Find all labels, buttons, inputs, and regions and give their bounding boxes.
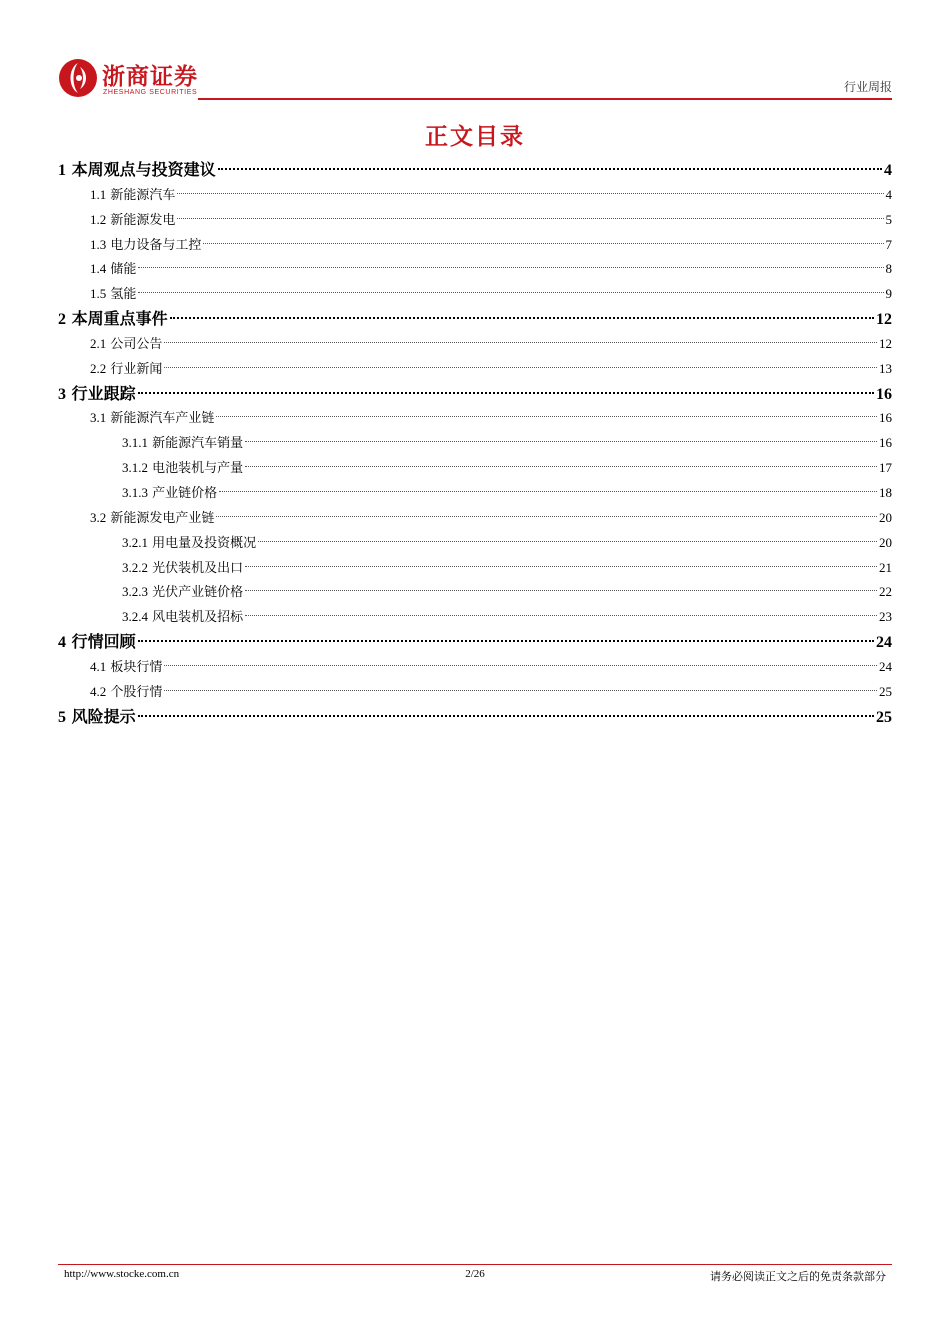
toc-leader-dots bbox=[138, 640, 874, 642]
toc-entry-number: 3.2.4 bbox=[122, 609, 148, 625]
toc-leader-dots bbox=[138, 292, 883, 293]
toc-entry-title: 板块行情 bbox=[110, 659, 163, 675]
toc-entry-number: 3.2.1 bbox=[122, 534, 148, 550]
toc-leader-dots bbox=[216, 416, 877, 417]
toc-entry-number: 2.1 bbox=[90, 335, 107, 351]
toc-entry-page: 12 bbox=[876, 311, 892, 329]
page-indicator: 2/26 bbox=[465, 1268, 485, 1280]
toc-leader-dots bbox=[245, 566, 877, 567]
toc-entry-title: 行业跟踪 bbox=[71, 383, 136, 403]
toc-entry-title: 新能源发电产业链 bbox=[110, 510, 215, 526]
header-divider bbox=[198, 98, 892, 100]
toc-entry-title: 电池装机与产量 bbox=[152, 461, 244, 477]
toc-entry-number: 3 bbox=[58, 385, 66, 403]
toc-entry[interactable] bbox=[58, 431, 892, 456]
toc-entry-page: 16 bbox=[876, 385, 892, 403]
toc-entry-page: 9 bbox=[885, 286, 892, 302]
toc-entry-page: 16 bbox=[879, 410, 892, 426]
toc-entry-number: 3.2.2 bbox=[122, 559, 148, 575]
brand-name-en: ZHESHANG SECURITIES bbox=[103, 89, 198, 96]
toc-entry-title: 产业链价格 bbox=[152, 485, 218, 501]
toc-entry[interactable] bbox=[58, 531, 892, 556]
toc-entry-page: 17 bbox=[879, 460, 892, 476]
toc-entry-title: 新能源汽车产业链 bbox=[110, 411, 215, 427]
toc-entry-number: 1.2 bbox=[90, 211, 107, 227]
toc-entry-number: 2 bbox=[58, 311, 66, 329]
toc-entry[interactable] bbox=[58, 357, 892, 382]
toc-entry-number: 5 bbox=[58, 708, 66, 726]
toc-entry-title: 光伏产业链价格 bbox=[152, 585, 244, 601]
toc-leader-dots bbox=[138, 267, 883, 268]
toc-leader-dots bbox=[164, 690, 877, 691]
toc-entry-page: 8 bbox=[885, 261, 892, 277]
toc-entry-number: 1.5 bbox=[90, 286, 107, 302]
toc-entry[interactable] bbox=[58, 406, 892, 431]
toc-entry[interactable] bbox=[58, 282, 892, 307]
toc-entry[interactable] bbox=[58, 605, 892, 630]
toc-entry-page: 21 bbox=[879, 559, 892, 575]
toc-entry-number: 1.4 bbox=[90, 261, 107, 277]
toc-entry-page: 5 bbox=[885, 211, 892, 227]
toc-leader-dots bbox=[177, 193, 883, 194]
toc-entry-page: 24 bbox=[876, 634, 892, 652]
toc-entry-title: 风险提示 bbox=[71, 706, 136, 726]
toc-leader-dots bbox=[219, 491, 877, 492]
toc-entry[interactable] bbox=[58, 307, 892, 332]
toc-entry-title: 风电装机及招标 bbox=[152, 610, 244, 626]
toc-leader-dots bbox=[177, 218, 883, 219]
toc-entry-number: 3.1 bbox=[90, 410, 107, 426]
toc-leader-dots bbox=[138, 392, 874, 394]
toc-entry-title: 电力设备与工控 bbox=[110, 237, 202, 253]
toc-entry[interactable] bbox=[58, 233, 892, 258]
toc-entry-number: 3.1.2 bbox=[122, 460, 148, 476]
toc-entry-number: 2.2 bbox=[90, 360, 107, 376]
toc-leader-dots bbox=[203, 243, 883, 244]
toc-entry-page: 25 bbox=[876, 708, 892, 726]
footer-url-link[interactable]: http://www.stocke.com.cn bbox=[64, 1268, 180, 1280]
toc-title: 正文目录 bbox=[425, 123, 525, 150]
toc-entry[interactable] bbox=[58, 580, 892, 605]
toc-entry-page: 25 bbox=[879, 683, 892, 699]
page-header bbox=[58, 52, 892, 102]
toc-leader-dots bbox=[245, 441, 877, 442]
toc-leader-dots bbox=[164, 342, 877, 343]
toc-entry-page: 20 bbox=[879, 534, 892, 550]
toc-entry-page: 18 bbox=[879, 484, 892, 500]
toc-leader-dots bbox=[138, 715, 874, 717]
toc-entry-title: 公司公告 bbox=[110, 336, 163, 352]
toc-entry-title: 新能源汽车销量 bbox=[152, 436, 244, 452]
toc-leader-dots bbox=[245, 615, 877, 616]
toc-entry[interactable] bbox=[58, 630, 892, 655]
toc-entry[interactable] bbox=[58, 506, 892, 531]
toc-leader-dots bbox=[164, 367, 877, 368]
toc-entry-number: 1.3 bbox=[90, 236, 107, 252]
toc-leader-dots bbox=[216, 516, 877, 517]
toc-entry-title: 储能 bbox=[110, 262, 137, 278]
toc-entry-page: 12 bbox=[879, 335, 892, 351]
toc-entry-number: 4.1 bbox=[90, 658, 107, 674]
toc-entry-page: 24 bbox=[879, 658, 892, 674]
toc-entry[interactable] bbox=[58, 208, 892, 233]
toc-entry-title: 氢能 bbox=[110, 287, 137, 303]
toc-entry-page: 13 bbox=[879, 360, 892, 376]
toc-entry[interactable] bbox=[58, 183, 892, 208]
toc-entry[interactable] bbox=[58, 382, 892, 407]
toc-entry[interactable] bbox=[58, 556, 892, 581]
toc-entry[interactable] bbox=[58, 158, 892, 183]
toc-entry[interactable] bbox=[58, 705, 892, 730]
zheshang-logo-icon bbox=[58, 58, 98, 98]
toc-entry-number: 4.2 bbox=[90, 683, 107, 699]
footer-disclaimer: 请务必阅读正文之后的免责条款部分 bbox=[710, 1270, 886, 1283]
toc-entry-title: 个股行情 bbox=[110, 684, 163, 700]
footer-divider bbox=[58, 1264, 892, 1265]
toc-leader-dots bbox=[258, 541, 877, 542]
toc-entry[interactable] bbox=[58, 655, 892, 680]
brand-name-cn: 浙商证券 bbox=[102, 64, 198, 90]
toc-leader-dots bbox=[218, 168, 882, 170]
toc-entry-title: 本周观点与投资建议 bbox=[71, 160, 216, 179]
toc-entry[interactable] bbox=[58, 257, 892, 282]
toc-leader-dots bbox=[245, 590, 877, 591]
toc-leader-dots bbox=[164, 665, 877, 666]
toc-entry-number: 1.1 bbox=[90, 186, 107, 202]
toc-entry-number: 4 bbox=[58, 634, 66, 652]
toc-entry-title: 新能源发电 bbox=[110, 212, 176, 228]
toc-entry-number: 3.1.3 bbox=[122, 484, 148, 500]
toc-entry-title: 新能源汽车 bbox=[110, 187, 176, 203]
toc-entry-page: 22 bbox=[879, 584, 892, 600]
toc-entry-title: 行业新闻 bbox=[110, 361, 163, 377]
report-type-label: 行业周报 bbox=[843, 80, 892, 94]
toc-entry-number: 1 bbox=[58, 162, 66, 179]
toc-entry-page: 7 bbox=[885, 236, 892, 252]
toc-entry[interactable] bbox=[58, 456, 892, 481]
toc-entry-title: 光伏装机及出口 bbox=[152, 560, 244, 576]
toc-leader-dots bbox=[170, 317, 874, 319]
toc-entry-page: 20 bbox=[879, 509, 892, 525]
toc-entry[interactable] bbox=[58, 332, 892, 357]
toc-entry-number: 3.2 bbox=[90, 509, 107, 525]
toc-entry-page: 23 bbox=[879, 609, 892, 625]
toc-entry-title: 用电量及投资概况 bbox=[152, 535, 257, 551]
toc-entry-page: 16 bbox=[879, 435, 892, 451]
toc-entry-title: 本周重点事件 bbox=[71, 309, 168, 329]
toc-entry-title: 行情回顾 bbox=[71, 632, 136, 652]
toc-entry[interactable] bbox=[58, 680, 892, 705]
toc-entry-number: 3.2.3 bbox=[122, 584, 148, 600]
toc-entry[interactable] bbox=[58, 481, 892, 506]
toc-leader-dots bbox=[245, 466, 877, 467]
toc-entry-page: 4 bbox=[885, 186, 892, 202]
table-of-contents bbox=[58, 158, 892, 729]
toc-entry-number: 3.1.1 bbox=[122, 435, 148, 451]
toc-entry-page: 4 bbox=[884, 162, 892, 179]
